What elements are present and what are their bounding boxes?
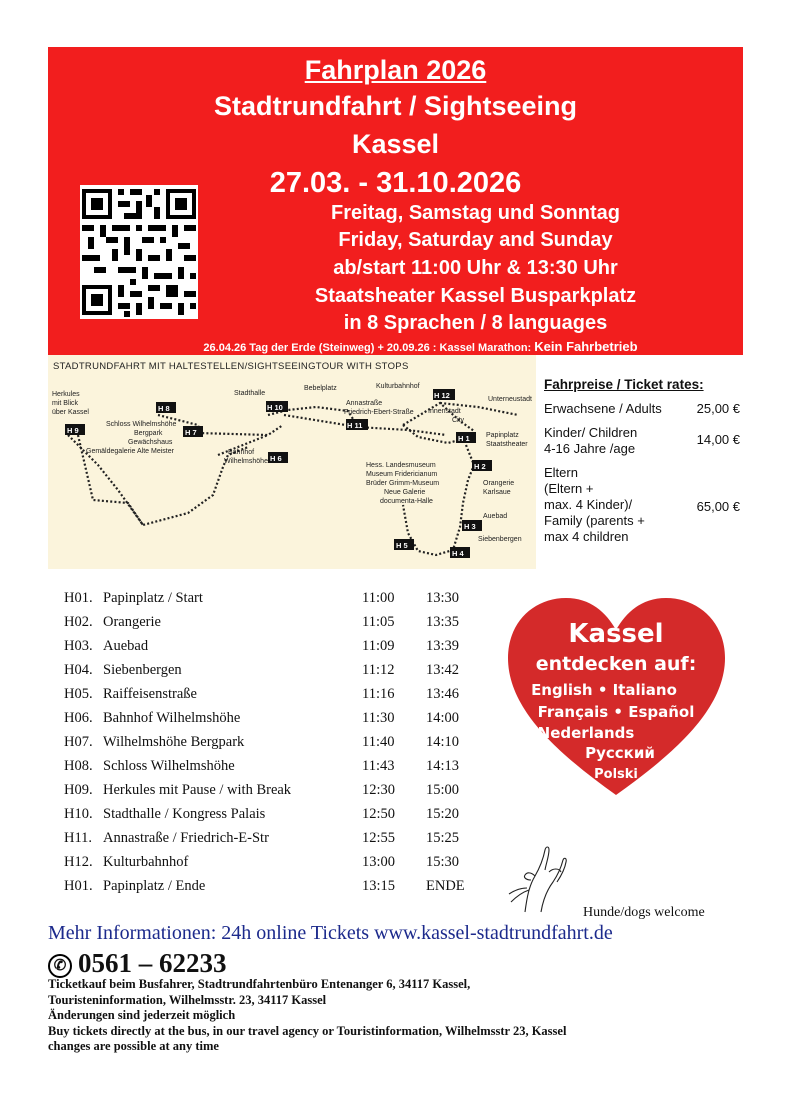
stop-name: Raiffeisenstraße: [103, 686, 197, 702]
stop-h11: H 11: [347, 421, 363, 430]
map-label: Brüder Grimm-Museum: [366, 480, 440, 487]
time-1: 11:16: [362, 686, 395, 702]
stop-name: Bahnhof Wilhelmshöhe: [103, 710, 241, 726]
stop-name: Orangerie: [103, 614, 161, 630]
price-value-family: 65,00 €: [696, 499, 740, 514]
map-label: Wilhelmshöhe: [224, 458, 268, 465]
banner-languages: in 8 Sprachen / 8 languages: [343, 312, 608, 334]
stop-id: H11.: [64, 830, 93, 846]
stop-h3: H 3: [464, 522, 476, 531]
stop-name: Kulturbahnhof: [103, 854, 189, 870]
price-label-line: (Eltern +: [544, 481, 594, 496]
price-label-family: [544, 465, 684, 545]
heart-lang-line: English • Italiano: [531, 681, 677, 699]
stop-h6: H 6: [270, 454, 282, 463]
phone-icon: ✆: [48, 954, 72, 978]
banner-subtitle: Stadtrundfahrt / Sightseeing: [213, 91, 577, 121]
stop-name: Wilhelmshöhe Bergpark: [103, 734, 245, 750]
header-banner: [48, 47, 743, 355]
stop-h12: H 12: [434, 391, 450, 400]
table-row: [64, 686, 484, 710]
map-label: Bebelplatz: [304, 385, 337, 392]
time-1: 13:00: [362, 854, 396, 870]
stop-id: H12.: [64, 854, 93, 870]
map-label: Siebenbergen: [478, 536, 522, 543]
map-label: Bergpark: [134, 430, 163, 437]
map-label: Schloss Wilhelmshöhe: [106, 421, 177, 428]
stop-id: H03.: [64, 638, 93, 654]
map-label: Staatstheater: [486, 441, 528, 448]
time-2: 13:30: [426, 590, 460, 606]
stop-h9: H 9: [67, 426, 79, 435]
time-2: 13:35: [426, 614, 460, 630]
map-label: Bahnhof: [228, 449, 255, 456]
note-line: Änderungen sind jederzeit möglich: [48, 1008, 236, 1022]
time-2: 15:25: [426, 830, 460, 846]
heart-lang-line: Nederlands: [537, 724, 635, 742]
map-label: mit Blick: [52, 400, 79, 407]
stop-name: Herkules mit Pause / with Break: [103, 782, 292, 798]
time-2: 13:39: [426, 638, 460, 654]
map-label: Orangerie: [483, 480, 515, 487]
table-row: [64, 590, 484, 614]
purchase-notes: [48, 977, 566, 1055]
stop-h10: H 10: [267, 403, 283, 412]
stop-h5: H 5: [396, 541, 408, 550]
table-row: [64, 638, 484, 662]
time-1: 11:00: [362, 590, 395, 606]
time-1: 12:30: [362, 782, 396, 798]
banner-note-bold: Kein Fahrbetrieb: [534, 339, 638, 354]
map-label: Gemäldegalerie Alte Meister: [86, 448, 174, 455]
heart-lang-line: Français • Español: [537, 703, 695, 721]
banner-title: Fahrplan 2026: [304, 55, 487, 85]
map-label: Museum Fridericianum: [366, 471, 438, 478]
map-label: Innenstadt: [428, 408, 461, 415]
stop-name: Annastraße / Friedrich-E-Str: [103, 830, 269, 846]
stop-id: H02.: [64, 614, 93, 630]
price-value-children: 14,00 €: [696, 432, 740, 447]
map-label: City: [452, 417, 465, 424]
map-label: Gewächshaus: [128, 439, 173, 446]
stop-h2: H 2: [474, 462, 486, 471]
map-label: documenta-Halle: [380, 498, 433, 505]
table-row: [64, 830, 484, 854]
stop-id: H01.: [64, 878, 93, 894]
stop-id: H08.: [64, 758, 93, 774]
stop-h4: H 4: [452, 549, 464, 558]
heart-subtitle: entdecken auf:: [535, 653, 697, 675]
qr-code-icon[interactable]: [80, 185, 198, 319]
stop-id: H06.: [64, 710, 93, 726]
banner-start: ab/start 11:00 Uhr & 13:30 Uhr: [333, 257, 618, 279]
stop-h8: H 8: [158, 404, 170, 413]
time-1: 11:09: [362, 638, 395, 654]
heart-title: Kassel: [568, 619, 664, 649]
stop-id: H04.: [64, 662, 93, 678]
banner-days-de: Freitag, Samstag und Sonntag: [331, 202, 620, 224]
heart-lang-line: Русский: [585, 744, 655, 762]
table-row: [64, 806, 484, 830]
stop-name: Schloss Wilhelmshöhe: [103, 758, 235, 774]
stop-h7: H 7: [185, 428, 197, 437]
price-label-line: 4-16 Jahre /age: [544, 441, 636, 456]
route-map: [48, 355, 536, 569]
phone-text: 0561 – 62233: [78, 948, 227, 978]
banner-note-text: 26.04.26 Tag der Erde (Steinweg) + 20.09.26 : Kassel Marathon:: [203, 342, 532, 354]
price-label-line: Eltern: [544, 465, 578, 480]
time-2: 15:20: [426, 806, 460, 822]
price-label-adults: Erwachsene / Adults: [544, 401, 662, 416]
stop-id: H01.: [64, 590, 93, 606]
price-label-children: [544, 425, 684, 457]
time-1: 12:55: [362, 830, 396, 846]
heart-lang-line: Polski: [594, 767, 638, 782]
price-label-line: max 4 children: [544, 529, 629, 544]
map-label: Stadthalle: [234, 390, 266, 397]
map-label: Neue Galerie: [384, 489, 426, 496]
map-label: Auebad: [483, 513, 508, 520]
stop-name: Papinplatz / Ende: [103, 878, 206, 894]
map-label: über Kassel: [52, 409, 89, 416]
banner-days-en: Friday, Saturday and Sunday: [338, 229, 613, 251]
banner-dates: 27.03. - 31.10.2026: [269, 167, 522, 199]
map-label: Annastraße: [346, 400, 383, 407]
banner-city: Kassel: [351, 129, 440, 159]
time-2: 13:46: [426, 686, 460, 702]
time-2: 15:00: [426, 782, 460, 798]
table-row: [64, 758, 484, 782]
time-1: 11:43: [362, 758, 395, 774]
time-1: 11:30: [362, 710, 395, 726]
stop-id: H05.: [64, 686, 93, 702]
price-label-line: Family (parents +: [544, 513, 645, 528]
table-row: [64, 662, 484, 686]
heart-languages-badge: [500, 580, 733, 813]
time-1: 11:05: [362, 614, 395, 630]
stop-id: H10.: [64, 806, 93, 822]
info-line[interactable]: Mehr Informationen: 24h online Tickets www.kassel-stadtrundfahrt.de: [48, 922, 613, 944]
table-row: [64, 614, 484, 638]
price-label-line: max. 4 Kinder)/: [544, 497, 633, 512]
note-line: changes are possible at any time: [48, 1039, 219, 1053]
time-2: 15:30: [426, 854, 460, 870]
note-line: Touristeninformation, Wilhelmsstr. 23, 34117 Kassel: [48, 992, 327, 1007]
time-1: 11:12: [362, 662, 395, 678]
stop-id: H07.: [64, 734, 93, 750]
stop-h1: H 1: [458, 434, 470, 443]
table-row: [64, 710, 484, 734]
phone-number[interactable]: [48, 948, 227, 979]
map-heading: STADTRUNDFAHRT MIT HALTESTELLEN/SIGHTSEEINGTOUR WITH STOPS: [53, 361, 409, 372]
time-2: 14:13: [426, 758, 460, 774]
time-2: 14:10: [426, 734, 460, 750]
hand-paw-icon: [505, 842, 575, 914]
table-row: [64, 878, 484, 902]
banner-note: [108, 339, 733, 354]
map-label: Kulturbahnhof: [376, 383, 420, 390]
time-1: 11:40: [362, 734, 395, 750]
note-line: Ticketkauf beim Busfahrer, Stadtrundfahrtenbüro Entenanger 6, 34117 Kassel,: [48, 977, 471, 991]
map-label: Unterneustadt: [488, 396, 532, 403]
time-1: 13:15: [362, 878, 396, 894]
stop-name: Stadthalle / Kongress Palais: [103, 806, 266, 822]
prices-heading: Fahrpreise / Ticket rates:: [544, 377, 704, 392]
map-label: Friedrich-Ebert-Straße: [344, 409, 414, 416]
banner-location: Staatsheater Kassel Busparkplatz: [314, 285, 637, 307]
time-2: 13:42: [426, 662, 460, 678]
map-label: Papinplatz: [486, 432, 519, 439]
ticket-prices: [544, 377, 744, 544]
map-label: Karlsaue: [483, 489, 511, 496]
time-1: 12:50: [362, 806, 396, 822]
map-label: Herkules: [52, 391, 80, 398]
table-row: [64, 782, 484, 806]
dogs-welcome: Hunde/dogs welcome: [583, 905, 705, 920]
stop-name: Siebenbergen: [103, 662, 182, 678]
stop-name: Auebad: [103, 638, 149, 654]
map-label: Hess. Landesmuseum: [366, 462, 436, 469]
time-2: 14:00: [426, 710, 460, 726]
table-row: [64, 854, 484, 878]
price-label-line: Kinder/ Children: [544, 425, 638, 440]
price-value-adults: 25,00 €: [696, 401, 740, 416]
table-row: [64, 734, 484, 758]
stop-name: Papinplatz / Start: [103, 590, 203, 606]
time-2: ENDE: [426, 878, 465, 894]
stop-id: H09.: [64, 782, 93, 798]
note-line: Buy tickets directly at the bus, in our travel agency or Touristinformation, Wilhelmsstr 23, Kassel: [48, 1023, 567, 1038]
